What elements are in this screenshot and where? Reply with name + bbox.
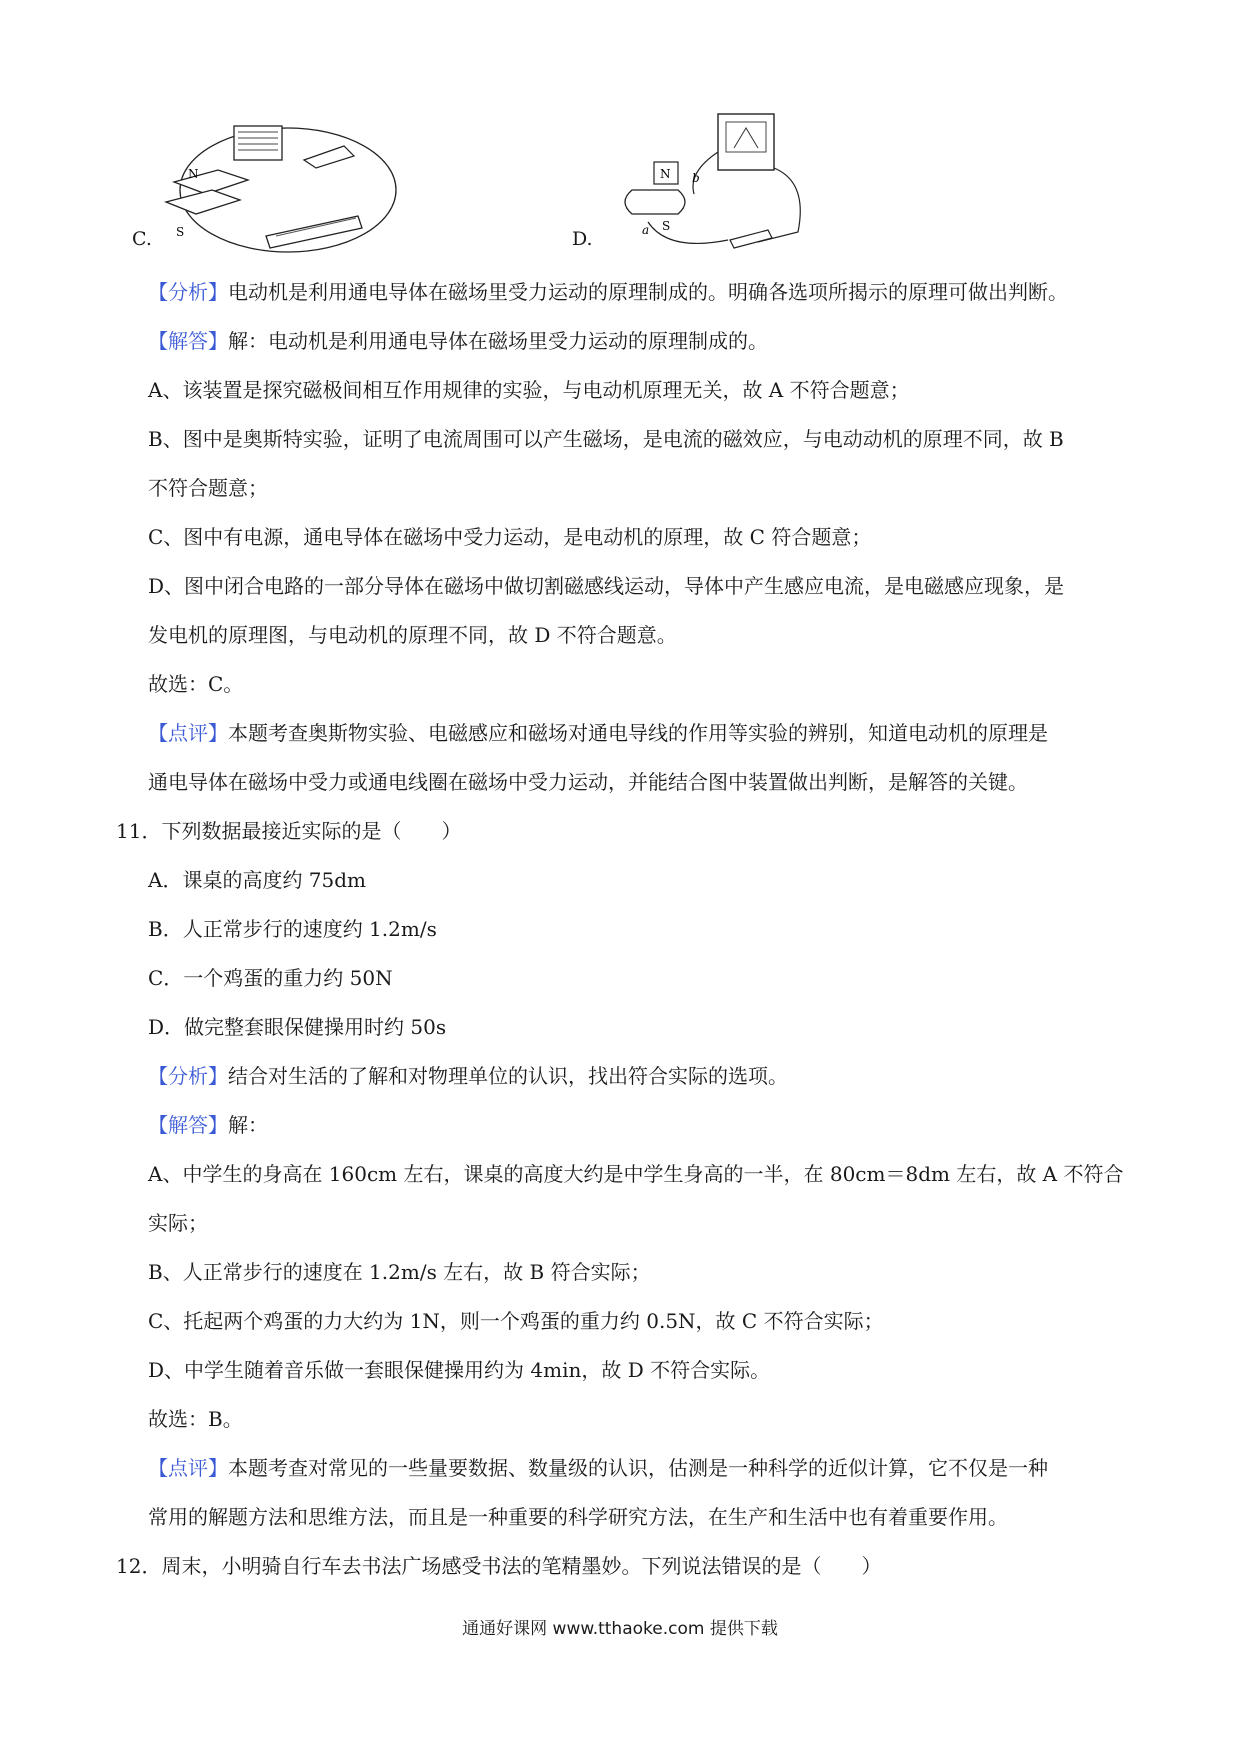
mark-a-label: a (642, 223, 650, 237)
line-text: 本题考查奥斯物实验、电磁感应和磁场对通电导线的作用等实验的辨别，知道电动机的原理是 (228, 721, 1048, 745)
text-line (148, 1052, 1148, 1101)
text-line (148, 1248, 1148, 1297)
text-line (148, 317, 1148, 366)
section-tag: 【分析】 (148, 280, 228, 304)
line-text: B．人正常步行的速度约 1.2m/s (148, 917, 437, 941)
line-text: A．课桌的高度约 75dm (148, 868, 367, 892)
pole-s-label-d: S (662, 219, 671, 233)
line-text: 结合对生活的了解和对物理单位的认识，找出符合实际的选项。 (228, 1064, 788, 1088)
text-line (148, 905, 1148, 954)
line-text: 本题考查对常见的一些量要数据、数量级的认识，估测是一种科学的近似计算，它不仅是一种 (228, 1456, 1048, 1480)
pole-s-label-c: S (176, 225, 185, 239)
line-text: 12．周末，小明骑自行车去书法广场感受书法的笔精墨妙。下列说法错误的是（ ） (116, 1554, 882, 1578)
line-text: 通电导体在磁场中受力或通电线圈在磁场中受力运动，并能结合图中装置做出判断，是解答的关键。 (148, 770, 1028, 794)
text-line (148, 1101, 1148, 1150)
motor-apparatus-illustration (148, 120, 408, 270)
line-text: 电动机是利用通电导体在磁场里受力运动的原理制成的。明确各选项所揭示的原理可做出判断。 (228, 280, 1068, 304)
text-line (148, 1297, 1148, 1346)
line-text: 实际； (148, 1211, 208, 1235)
line-text: 解： (228, 1113, 268, 1137)
text-line (148, 464, 1148, 513)
section-tag: 【分析】 (148, 1064, 228, 1088)
text-line (148, 268, 1148, 317)
text-line (148, 611, 1148, 660)
line-text: B、人正常步行的速度在 1.2m/s 左右，故 B 符合实际； (148, 1260, 651, 1284)
figure-c-label: C. (132, 228, 152, 250)
text-line (148, 1395, 1148, 1444)
text-line (148, 758, 1148, 807)
line-text: D、图中闭合电路的一部分导体在磁场中做切割磁感线运动，导体中产生感应电流，是电磁感应现象，是 (148, 574, 1065, 598)
generator-apparatus-illustration (608, 112, 868, 272)
text-line (148, 709, 1148, 758)
figure-c (148, 120, 408, 270)
line-text: D、中学生随着音乐做一套眼保健操用约为 4min，故 D 不符合实际。 (148, 1358, 771, 1382)
text-line (148, 856, 1148, 905)
text-line (148, 1003, 1148, 1052)
text-line (148, 1444, 1148, 1493)
line-text: 解：电动机是利用通电导体在磁场里受力运动的原理制成的。 (228, 329, 768, 353)
figure-d (608, 112, 868, 272)
line-text: 11．下列数据最接近实际的是（ ） (116, 819, 462, 843)
text-line (148, 954, 1148, 1003)
text-line (148, 513, 1148, 562)
text-line (148, 1199, 1148, 1248)
pole-n-label-d: N (660, 167, 671, 181)
line-text: 常用的解题方法和思维方法，而且是一种重要的科学研究方法，在生产和生活中也有着重要作用。 (148, 1505, 1008, 1529)
line-text: B、图中是奥斯特实验，证明了电流周围可以产生磁场，是电流的磁效应，与电动动机的原理不同，故 B (148, 427, 1064, 451)
text-line (148, 562, 1148, 611)
section-tag: 【解答】 (148, 329, 228, 353)
text-line (148, 1493, 1148, 1542)
mark-b-label: b (692, 171, 700, 185)
text-line (148, 660, 1148, 709)
text-line (148, 1346, 1148, 1395)
line-text: 发电机的原理图，与电动机的原理不同，故 D 不符合题意。 (148, 623, 677, 647)
text-line (148, 415, 1148, 464)
pole-n-label-c: N (188, 167, 199, 181)
question-line (116, 1542, 1148, 1591)
text-line (148, 1150, 1148, 1199)
line-text: 不符合题意； (148, 476, 268, 500)
figure-d-label: D. (572, 228, 593, 250)
section-tag: 【解答】 (148, 1113, 228, 1137)
section-tag: 【点评】 (148, 1456, 228, 1480)
line-text: D．做完整套眼保健操用时约 50s (148, 1015, 447, 1039)
line-text: A、中学生的身高在 160cm 左右，课桌的高度大约是中学生身高的一半，在 80cm＝8dm 左右，故 A 不符合 (148, 1162, 1124, 1186)
line-text: A、该装置是探究磁极间相互作用规律的实验，与电动机原理无关，故 A 不符合题意； (148, 378, 910, 402)
question-line (116, 807, 1148, 856)
line-text: C、图中有电源，通电导体在磁场中受力运动，是电动机的原理，故 C 符合题意； (148, 525, 872, 549)
answer-text-body (116, 268, 1148, 1591)
footer-credit: 通通好课网 www.tthaoke.com 提供下载 (462, 1619, 778, 1639)
text-line (148, 366, 1148, 415)
section-tag: 【点评】 (148, 721, 228, 745)
line-text: C．一个鸡蛋的重力约 50N (148, 966, 393, 990)
line-text: C、托起两个鸡蛋的力大约为 1N，则一个鸡蛋的重力约 0.5N，故 C 不符合实际； (148, 1309, 884, 1333)
line-text: 故选：C。 (148, 672, 244, 696)
figure-row (132, 120, 1108, 280)
line-text: 故选：B。 (148, 1407, 243, 1431)
